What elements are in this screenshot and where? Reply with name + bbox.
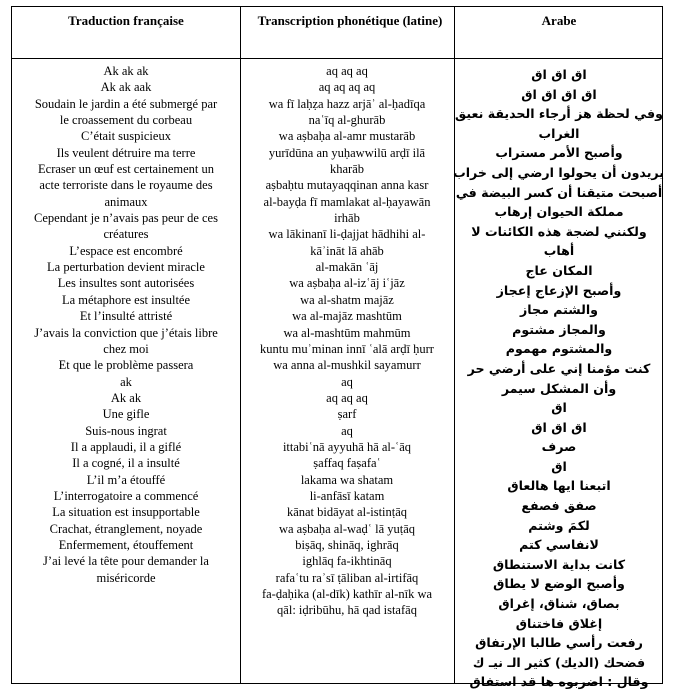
text-line: إغلاق فاختناق	[515, 615, 603, 631]
french-column	[12, 63, 240, 586]
text-line: رفعت رأسي طالبا الإرتفاق	[475, 635, 643, 651]
arabic-column	[454, 65, 664, 692]
text-line: اق اق اق	[531, 419, 587, 435]
text-line: اق	[551, 458, 567, 474]
text-line: aq aq aq	[326, 390, 368, 405]
text-line: créatures	[103, 227, 149, 242]
text-line: naʿīq al-ghurāb	[308, 113, 386, 128]
text-line: al-bayḍa fī mamlakat al-ḥayawān	[263, 194, 431, 209]
phonetic-column	[240, 63, 454, 619]
text-line: aq aq aq	[326, 64, 368, 78]
text-line: لكمَ وشتم	[528, 517, 590, 533]
text-line: kāʾināt lā ahāb	[310, 243, 384, 258]
text-line: وأصبح الإزعاج إعجاز	[496, 282, 622, 298]
text-line: wa anna al-mushkil sayamurr	[273, 358, 421, 373]
text-line: ighlāq fa-ikhtināq	[302, 554, 392, 569]
text-line: aq aq aq aq	[318, 80, 376, 95]
text-line: Suis-nous ingrat	[85, 423, 167, 438]
text-line: wa fī laḥẓa hazz arjāʾ al-ḥadīqa	[268, 96, 426, 111]
text-line: J’ai levé la tête pour demander la	[43, 554, 209, 569]
text-line: acte terroriste dans le royaume des	[39, 178, 213, 193]
text-line: wa aṣbaḥa al-amr mustarāb	[278, 129, 416, 144]
text-line: miséricorde	[96, 570, 156, 585]
text-line: J’avais la conviction que j’étais libre	[34, 325, 218, 340]
text-line: La métaphore est insultée	[61, 292, 191, 307]
text-line: وفي لحظة هز أرجاء الحديقة نعيق	[455, 106, 663, 122]
text-line: wa al-majāz mashtūm	[292, 309, 402, 324]
header-divider	[12, 58, 662, 59]
text-line: rafaʿtu raʾsī ṭāliban al-irtifāq	[275, 570, 419, 585]
text-line: وأصبح الوضع لا يطاق	[493, 576, 625, 592]
text-line: صرف	[541, 439, 577, 455]
text-line: اق اق اق	[531, 67, 587, 82]
text-line: li-anfāsī katam	[309, 488, 385, 503]
text-line: kuntu muʾminan innī ʿalā arḍī ḥurr	[260, 341, 434, 356]
text-line: بصاق، شناق، إغراق	[498, 596, 620, 612]
text-line: aṣbaḥtu mutayaqqinan anna kasr	[265, 178, 429, 193]
text-line: اق	[551, 400, 567, 416]
text-line: ṣaffaq faṣafaʿ	[313, 456, 381, 471]
text-line: Ak ak	[110, 390, 142, 405]
text-line: aq	[341, 374, 353, 389]
text-line: وأصبح الأمر مستراب	[495, 145, 623, 161]
text-line: chez moi	[103, 341, 149, 356]
text-line: biṣāq, shināq, ighrāq	[295, 537, 399, 552]
text-line: مملكة الحيوان إرهاب	[494, 204, 624, 220]
text-line: يريدون أن يحولوا ارضي إلى خراب	[453, 164, 664, 180]
text-line: والشتم مجاز	[520, 302, 598, 318]
text-line: Et l’insulté attristé	[79, 309, 173, 324]
text-line: Cependant je n’avais pas peur de ces	[34, 211, 218, 226]
text-line: ṣarf	[337, 407, 357, 422]
text-line: كنت مؤمنا إني على أرضي حر	[467, 360, 651, 376]
text-line: Ak ak ak	[103, 64, 149, 78]
text-line: Il a cogné, il a insulté	[72, 456, 180, 471]
text-line: kānat bidāyat al-istinṭāq	[286, 505, 408, 520]
header-french: Traduction française	[68, 13, 184, 28]
text-line: al-makān ʿāj	[315, 260, 379, 275]
text-line: أصبحت متيقنا أن كسر البيضة في	[455, 184, 663, 200]
text-line: والمجاز مشتوم	[512, 321, 606, 337]
text-line: La perturbation devient miracle	[47, 260, 205, 275]
text-line: L’espace est encombré	[69, 243, 183, 258]
text-line: L’il m’a étouffé	[86, 472, 166, 487]
text-line: فضحك (الديك) كثير الـ نيـ ك	[472, 654, 646, 670]
text-line: C’était suspicieux	[81, 129, 171, 144]
text-line: wa aṣbaḥa al-izʿāj iʿjāz	[289, 276, 405, 291]
text-line: Ak ak aak	[100, 80, 152, 95]
text-line: aq	[341, 423, 353, 438]
text-line: kharāb	[329, 162, 364, 177]
text-line: wa al-shatm majāz	[300, 292, 394, 307]
text-line: وقال : اضربوه ها قد استفاق	[469, 674, 649, 690]
text-line: والمشتوم مهموم	[505, 341, 613, 357]
text-line: animaux	[104, 194, 148, 209]
text-line: لانفاسي كتم	[519, 537, 599, 553]
poem-table	[11, 6, 664, 690]
text-line: المكان عاج	[525, 262, 593, 278]
text-line: lakama wa shatam	[300, 472, 394, 487]
text-line: الغراب	[538, 125, 580, 141]
text-line: أهاب	[543, 243, 575, 259]
text-line: Ecraser un œuf est certainement un	[38, 162, 214, 177]
text-line: La situation est insupportable	[52, 505, 200, 520]
text-line: اق اق اق اق	[521, 86, 597, 102]
text-line: Les insultes sont autorisées	[57, 276, 195, 291]
text-line: fa-ḍaḥika (al-dīk) kathīr al-nīk wa	[261, 587, 433, 601]
text-line: wa al-mashtūm mahmūm	[283, 325, 411, 340]
text-line: L’interrogatoire a commencé	[53, 488, 199, 503]
text-line: ak	[120, 374, 132, 389]
text-line: qāl: iḍribūhu, hā qad istafāq	[277, 603, 417, 618]
header-arabic: Arabe	[541, 13, 577, 28]
text-line: le croassement du corbeau	[59, 113, 193, 128]
text-line: Une gifle	[102, 407, 150, 422]
text-line: Soudain le jardin a été submergé par	[34, 96, 218, 111]
text-line: Il a applaudi, il a giflé	[70, 439, 182, 454]
text-line: كانت بداية الاستنطاق	[492, 556, 626, 572]
text-line: wa lākinanī li-ḍajjat hādhihi al-	[268, 227, 426, 242]
text-line: yurīdūna an yuḥawwilū arḍī ilā	[268, 145, 426, 160]
text-line: صفق فصفع	[521, 498, 597, 514]
text-line: irhāb	[334, 211, 360, 226]
text-line: وأن المشكل سيمر	[501, 380, 617, 396]
text-line: Et que le problème passera	[58, 358, 194, 373]
text-line: اتبعنا ايها هالعاق	[507, 478, 611, 494]
text-line: Ils veulent détruire ma terre	[56, 145, 196, 160]
text-line: Crachat, étranglement, noyade	[49, 521, 203, 536]
text-line: ittabiʿnā ayyuhā hā al-ʿāq	[282, 439, 412, 454]
text-line: ولكنني لضجة هذه الكائنات لا	[471, 223, 647, 239]
text-line: Enfermement, étouffement	[58, 537, 194, 552]
header-phonetic: Transcription phonétique (latine)	[257, 13, 443, 28]
text-line: wa aṣbaḥa al-waḍʿ lā yuṭāq	[278, 521, 416, 536]
